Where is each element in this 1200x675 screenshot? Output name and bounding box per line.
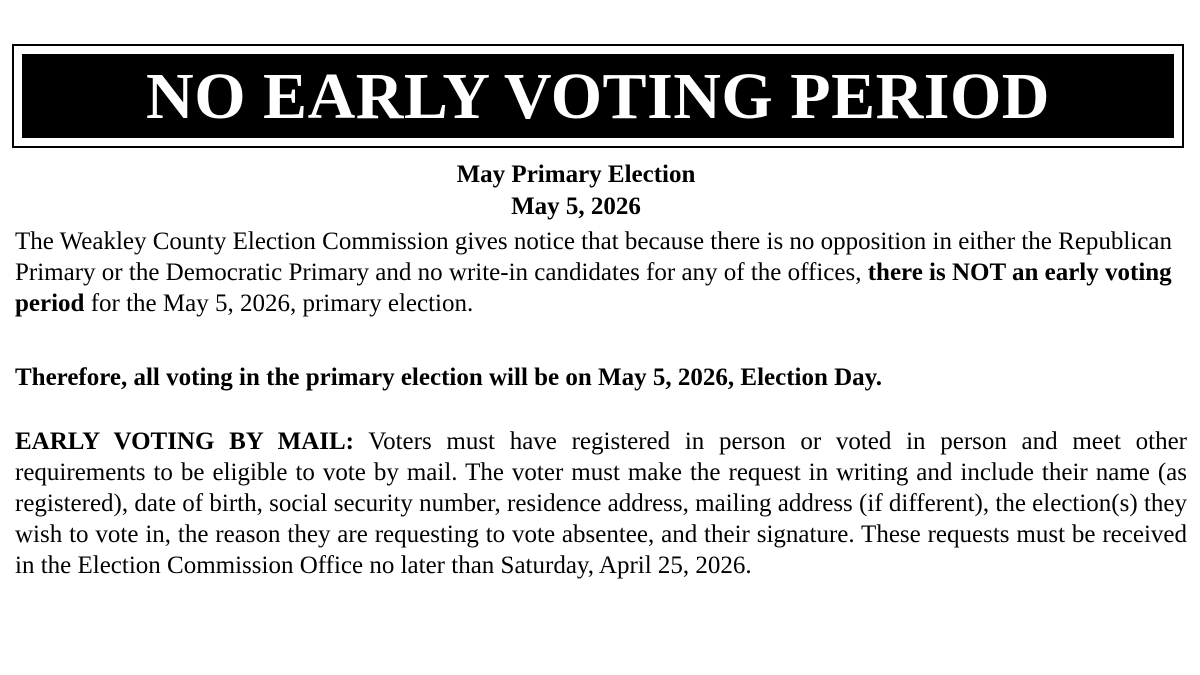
notice-paragraph [15, 226, 1187, 319]
banner-frame [12, 44, 1184, 148]
banner-title: NO EARLY VOTING PERIOD [146, 60, 1050, 133]
election-heading: May Primary Election [456, 161, 696, 188]
banner [22, 54, 1174, 138]
therefore-paragraph: Therefore, all voting in the primary election will be on May 5, 2026, Election Day. [15, 364, 883, 391]
mail-text: Voters must have registered in person or voted in person and meet other requirements to be eligible to vote by mail. The voter must make the request in writing and include their name (as registered), date of birth, social security number, residence address, mailing address (if different), the election(s) they wish to vote in, the reason they are requesting to vote absentee, and their signature. These requests must be received in the Election Commission Office no later than Saturday, April 25, 2026. [15, 428, 1187, 579]
mail-label: EARLY VOTING BY MAIL: [15, 428, 355, 455]
notice-text-after: for the May 5, 2026, primary election. [84, 290, 474, 317]
election-date: May 5, 2026 [511, 193, 641, 220]
notice-text-before: The Weakley County Election Commission gives notice that because there is no opposition in either the Republican Primary or the Democratic Primary and no write-in candidates for any of the offices, [15, 228, 1172, 286]
mail-paragraph [15, 426, 1187, 581]
notice-emphasis: there is NOT an early voting period [15, 259, 1172, 317]
